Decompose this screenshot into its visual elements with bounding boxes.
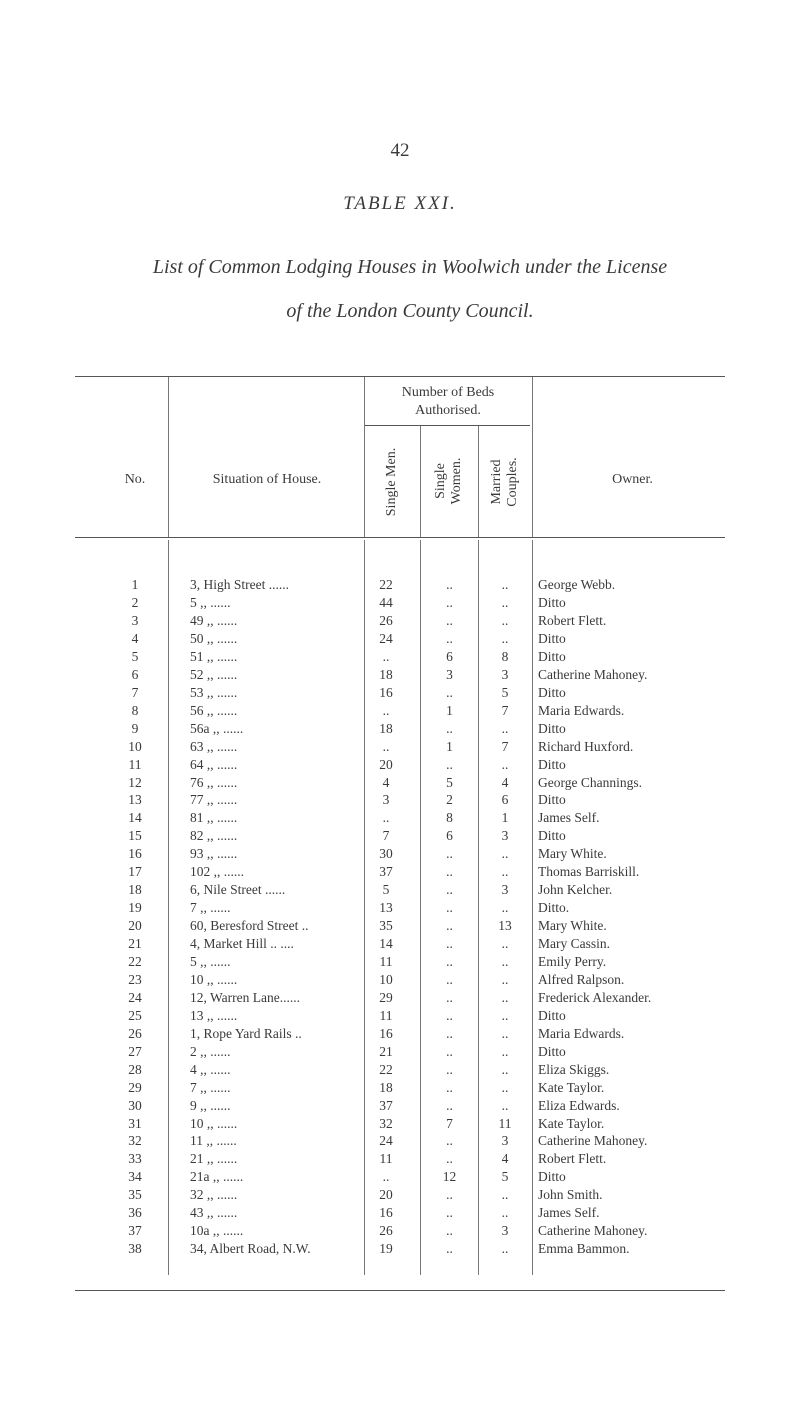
header-situation: Situation of House.	[212, 472, 322, 487]
header-beds-line-2: Authorised.	[415, 403, 481, 418]
row-owner: Frederick Alexander.	[538, 989, 652, 1005]
row-single-men: 11	[379, 1151, 393, 1167]
row-single-men: 11	[379, 1007, 393, 1023]
row-single-men: ..	[382, 1169, 390, 1185]
row-situation: 77 ,, ......	[190, 792, 238, 808]
row-situation: 4 ,, ......	[190, 1061, 231, 1077]
table-title: TABLE XXI.	[343, 193, 457, 214]
row-married-couples: 3	[501, 666, 509, 682]
row-single-men: 37	[379, 1097, 393, 1113]
table-row	[0, 577, 800, 595]
table-row	[0, 1169, 800, 1187]
row-single-women: 8	[446, 810, 453, 826]
table-top-rule	[75, 376, 725, 377]
row-single-women: 1	[446, 738, 453, 754]
row-number: 36	[128, 1205, 142, 1221]
row-single-men: 16	[379, 1025, 393, 1041]
row-married-couples: 3	[501, 1133, 509, 1149]
header-beds-group	[364, 384, 532, 420]
row-owner: Eliza Edwards.	[538, 1097, 620, 1113]
row-situation: 63 ,, ......	[190, 738, 238, 754]
row-number: 11	[128, 756, 142, 772]
row-owner: Robert Flett.	[538, 612, 607, 628]
table-row	[0, 1116, 800, 1134]
table-row	[0, 739, 800, 757]
row-single-men: ..	[382, 738, 390, 754]
row-situation: 9 ,, ......	[190, 1097, 231, 1113]
row-number: 25	[128, 1007, 142, 1023]
header-single-women	[433, 441, 465, 521]
row-owner: Ditto	[538, 1007, 566, 1023]
row-number: 18	[128, 882, 142, 898]
row-single-women: ..	[446, 1205, 453, 1221]
table-row	[0, 1241, 800, 1259]
table-row	[0, 757, 800, 775]
header-bottom-rule	[75, 537, 725, 538]
header-owner: Owner.	[612, 472, 653, 487]
row-married-couples: ..	[501, 756, 509, 772]
row-married-couples: ..	[501, 864, 509, 880]
row-married-couples: ..	[501, 595, 509, 610]
row-married-couples: 5	[501, 684, 509, 700]
row-number: 12	[128, 774, 142, 790]
row-single-men: ..	[382, 702, 390, 718]
table-row	[0, 1205, 800, 1223]
row-situation: 53 ,, ......	[190, 684, 238, 700]
row-number: 27	[128, 1043, 142, 1059]
row-single-men: 37	[379, 864, 393, 880]
row-single-women: ..	[446, 630, 453, 646]
row-single-women: ..	[446, 1007, 453, 1023]
table-row	[0, 1008, 800, 1026]
row-number: 10	[128, 738, 142, 754]
row-owner: Richard Huxford.	[538, 738, 634, 754]
table-row	[0, 828, 800, 846]
row-single-women: ..	[446, 1061, 453, 1077]
row-situation: 10a ,, ......	[190, 1223, 244, 1239]
row-single-women: ..	[446, 756, 453, 772]
row-married-couples: ..	[501, 1025, 509, 1041]
row-owner: James Self.	[538, 810, 600, 826]
subtitle-line-2: of the London County Council.	[286, 300, 534, 322]
row-number: 26	[128, 1025, 142, 1041]
table-row	[0, 936, 800, 954]
row-married-couples: ..	[501, 720, 509, 736]
row-situation: 1, Rope Yard Rails ..	[190, 1025, 302, 1041]
row-owner: Ditto.	[538, 900, 570, 916]
row-situation: 81 ,, ......	[190, 810, 238, 826]
row-owner: Ditto	[538, 756, 566, 772]
row-number: 14	[128, 810, 142, 826]
row-situation: 82 ,, ......	[190, 828, 238, 844]
row-number: 31	[128, 1115, 142, 1131]
row-situation: 12, Warren Lane......	[190, 989, 300, 1005]
row-single-women: 6	[446, 648, 453, 664]
row-owner: Ditto	[538, 648, 566, 664]
row-number: 34	[128, 1169, 142, 1185]
row-single-women: ..	[446, 989, 453, 1005]
row-situation: 51 ,, ......	[190, 648, 238, 664]
row-married-couples: ..	[501, 1061, 509, 1077]
table-row	[0, 918, 800, 936]
row-single-men: 7	[382, 828, 390, 844]
header-single-men: Single Men.	[384, 447, 399, 517]
row-single-women: 12	[442, 1169, 457, 1185]
header-beds-line-1: Number of Beds	[401, 385, 495, 400]
row-owner: Eliza Skiggs.	[538, 1061, 610, 1077]
row-owner: Ditto	[538, 1169, 566, 1185]
row-married-couples: ..	[501, 1007, 509, 1023]
row-number: 16	[128, 846, 142, 862]
row-single-men: 16	[379, 684, 393, 700]
row-married-couples: 1	[501, 810, 509, 826]
beds-group-rule	[364, 425, 530, 426]
row-single-men: 13	[379, 900, 393, 916]
row-number: 13	[128, 792, 142, 808]
row-situation: 6, Nile Street ......	[190, 882, 286, 898]
row-owner: George Channings.	[538, 774, 642, 790]
row-owner: John Smith.	[538, 1187, 603, 1203]
table-row	[0, 972, 800, 990]
row-situation: 13 ,, ......	[190, 1007, 238, 1023]
row-single-women: ..	[446, 918, 453, 933]
table-row	[0, 1133, 800, 1151]
table-row	[0, 667, 800, 685]
column-divider	[478, 426, 479, 537]
row-single-women: ..	[446, 1025, 453, 1041]
row-married-couples: ..	[501, 1205, 509, 1221]
row-owner: John Kelcher.	[538, 882, 613, 898]
row-number: 19	[128, 900, 142, 916]
row-situation: 93 ,, ......	[190, 846, 238, 862]
row-number: 5	[131, 648, 139, 664]
row-situation: 56 ,, ......	[190, 702, 238, 718]
row-single-men: 11	[379, 954, 393, 969]
row-single-women: ..	[446, 720, 453, 736]
row-number: 1	[131, 577, 139, 592]
row-owner: Catherine Mahoney.	[538, 666, 648, 682]
row-single-men: 29	[379, 989, 393, 1005]
row-owner: Emily Perry.	[538, 954, 607, 969]
row-married-couples: ..	[501, 577, 509, 592]
row-single-women: ..	[446, 1079, 453, 1095]
header-married-couples-line-1: Married	[489, 459, 504, 505]
row-single-men: 20	[379, 1187, 393, 1203]
row-number: 2	[131, 595, 139, 610]
row-married-couples: 13	[498, 918, 512, 933]
row-owner: Mary White.	[538, 846, 607, 862]
row-situation: 52 ,, ......	[190, 666, 238, 682]
row-single-men: 18	[379, 1079, 393, 1095]
row-single-women: ..	[446, 612, 453, 628]
column-divider	[532, 377, 533, 537]
row-single-women: 2	[446, 792, 453, 808]
row-number: 38	[128, 1241, 142, 1257]
row-situation: 102 ,, ......	[190, 864, 244, 880]
row-number: 21	[128, 936, 142, 951]
row-number: 20	[128, 918, 142, 933]
table-row	[0, 954, 800, 972]
row-number: 8	[131, 702, 139, 718]
row-situation: 32 ,, ......	[190, 1187, 238, 1203]
row-married-couples: ..	[501, 971, 509, 987]
column-divider	[168, 377, 169, 537]
row-owner: Maria Edwards.	[538, 1025, 625, 1041]
row-owner: Ditto	[538, 684, 566, 700]
row-owner: Robert Flett.	[538, 1151, 607, 1167]
row-single-men: 4	[382, 774, 390, 790]
row-situation: 7 ,, ......	[190, 900, 231, 916]
table-row	[0, 1080, 800, 1098]
table-row	[0, 1062, 800, 1080]
row-situation: 2 ,, ......	[190, 1043, 231, 1059]
row-number: 33	[128, 1151, 142, 1167]
row-owner: Mary Cassin.	[538, 936, 610, 951]
row-owner: James Self.	[538, 1205, 600, 1221]
row-single-women: ..	[446, 1097, 453, 1113]
row-single-women: 7	[446, 1115, 453, 1131]
row-single-women: ..	[446, 1241, 453, 1257]
row-married-couples: ..	[501, 612, 509, 628]
row-owner: Ditto	[538, 720, 566, 736]
row-married-couples: 7	[501, 702, 509, 718]
table-row	[0, 631, 800, 649]
row-owner: Ditto	[538, 1043, 566, 1059]
row-situation: 3, High Street ......	[190, 577, 289, 592]
row-married-couples: ..	[501, 1097, 509, 1113]
row-owner: Emma Bammon.	[538, 1241, 630, 1257]
row-single-men: 16	[379, 1205, 393, 1221]
table-row	[0, 685, 800, 703]
header-married-couples-line-2: Couples.	[505, 457, 520, 507]
row-situation: 10 ,, ......	[190, 1115, 238, 1131]
row-situation: 5 ,, ......	[190, 954, 231, 969]
row-single-men: 26	[379, 1223, 393, 1239]
row-married-couples: 4	[501, 774, 509, 790]
row-single-men: 19	[379, 1241, 393, 1257]
row-number: 6	[131, 666, 139, 682]
header-married-couples	[489, 442, 521, 522]
row-single-women: ..	[446, 1043, 453, 1059]
table-row	[0, 990, 800, 1008]
row-single-men: 24	[379, 1133, 393, 1149]
row-situation: 5 ,, ......	[190, 595, 231, 610]
row-owner: Ditto	[538, 595, 566, 610]
row-owner: Alfred Ralpson.	[538, 971, 625, 987]
row-number: 35	[128, 1187, 142, 1203]
row-number: 4	[131, 630, 139, 646]
column-divider	[420, 426, 421, 537]
row-single-women: ..	[446, 684, 453, 700]
row-married-couples: 11	[498, 1115, 512, 1131]
row-owner: Thomas Barriskill.	[538, 864, 640, 880]
table-row	[0, 900, 800, 918]
row-married-couples: 8	[501, 648, 509, 664]
row-single-men: 21	[379, 1043, 393, 1059]
row-single-men: ..	[382, 648, 390, 664]
table-row	[0, 1187, 800, 1205]
row-number: 28	[128, 1061, 142, 1077]
row-single-men: 20	[379, 756, 393, 772]
row-single-men: 14	[379, 936, 393, 951]
row-married-couples: ..	[501, 1187, 509, 1203]
row-owner: Ditto	[538, 630, 566, 646]
row-number: 15	[128, 828, 142, 844]
row-number: 37	[128, 1223, 142, 1239]
row-married-couples: ..	[501, 630, 509, 646]
row-single-men: 24	[379, 630, 393, 646]
row-situation: 7 ,, ......	[190, 1079, 231, 1095]
row-single-men: 35	[379, 918, 393, 933]
row-married-couples: 3	[501, 1223, 509, 1239]
row-single-women: ..	[446, 1187, 453, 1203]
table-row	[0, 613, 800, 631]
row-married-couples: ..	[501, 954, 509, 969]
table-row	[0, 703, 800, 721]
row-situation: 56a ,, ......	[190, 720, 244, 736]
row-single-men: 26	[379, 612, 393, 628]
row-single-women: 5	[446, 774, 453, 790]
row-situation: 49 ,, ......	[190, 612, 238, 628]
row-married-couples: ..	[501, 1241, 509, 1257]
row-single-men: 22	[379, 577, 393, 592]
row-single-men: 18	[379, 720, 393, 736]
row-situation: 21a ,, ......	[190, 1169, 244, 1185]
row-single-men: ..	[382, 810, 390, 826]
row-married-couples: 6	[501, 792, 509, 808]
row-number: 9	[131, 720, 139, 736]
row-single-women: ..	[446, 595, 453, 610]
row-married-couples: ..	[501, 900, 509, 916]
header-no: No.	[124, 472, 146, 487]
table-row	[0, 792, 800, 810]
table-row	[0, 882, 800, 900]
row-single-women: ..	[446, 882, 453, 898]
row-single-women: 6	[446, 828, 453, 844]
row-married-couples: ..	[501, 1079, 509, 1095]
row-number: 17	[128, 864, 142, 880]
table-row	[0, 1151, 800, 1169]
row-single-women: ..	[446, 1223, 453, 1239]
row-single-women: 1	[446, 702, 453, 718]
row-single-women: ..	[446, 864, 453, 880]
table-row	[0, 649, 800, 667]
row-single-men: 22	[379, 1061, 393, 1077]
table-bottom-rule	[75, 1290, 725, 1291]
row-number: 24	[128, 989, 142, 1005]
row-owner: Ditto	[538, 828, 566, 844]
row-single-men: 5	[382, 882, 390, 898]
row-single-men: 44	[379, 595, 393, 610]
row-situation: 11 ,, ......	[190, 1133, 237, 1149]
row-situation: 64 ,, ......	[190, 756, 238, 772]
table-row	[0, 1098, 800, 1116]
row-single-men: 10	[379, 971, 393, 987]
row-married-couples: 4	[501, 1151, 509, 1167]
row-situation: 50 ,, ......	[190, 630, 238, 646]
row-number: 7	[131, 684, 139, 700]
table-row	[0, 810, 800, 828]
row-number: 23	[128, 971, 142, 987]
header-single-women-line-2: Women.	[449, 457, 464, 505]
row-number: 32	[128, 1133, 142, 1149]
row-married-couples: ..	[501, 989, 509, 1005]
row-single-men: 18	[379, 666, 393, 682]
row-number: 22	[128, 954, 142, 969]
row-married-couples: 3	[501, 828, 509, 844]
row-number: 3	[131, 612, 139, 628]
row-single-women: ..	[446, 846, 453, 862]
row-single-women: ..	[446, 900, 453, 916]
row-owner: Mary White.	[538, 918, 607, 933]
row-situation: 4, Market Hill .. ....	[190, 936, 294, 951]
row-owner: Kate Taylor.	[538, 1079, 605, 1095]
table-row	[0, 721, 800, 739]
row-single-women: ..	[446, 1133, 453, 1149]
row-single-women: 3	[446, 666, 453, 682]
row-number: 30	[128, 1097, 142, 1113]
table-row	[0, 864, 800, 882]
row-owner: Kate Taylor.	[538, 1115, 605, 1131]
row-single-men: 32	[379, 1115, 393, 1131]
row-situation: 34, Albert Road, N.W.	[190, 1241, 311, 1257]
row-married-couples: ..	[501, 936, 509, 951]
table-row	[0, 1026, 800, 1044]
table-subtitle	[60, 245, 760, 333]
page-number: 42	[390, 140, 410, 161]
row-married-couples: 7	[501, 738, 509, 754]
row-married-couples: ..	[501, 1043, 509, 1059]
row-owner: Maria Edwards.	[538, 702, 625, 718]
row-owner: Ditto	[538, 792, 566, 808]
row-owner: Catherine Mahoney.	[538, 1223, 648, 1239]
row-married-couples: 5	[501, 1169, 509, 1185]
table-row	[0, 595, 800, 613]
row-situation: 21 ,, ......	[190, 1151, 238, 1167]
row-single-men: 3	[382, 792, 390, 808]
row-single-women: ..	[446, 971, 453, 987]
table-row	[0, 775, 800, 793]
table-row	[0, 1223, 800, 1241]
row-single-men: 30	[379, 846, 393, 862]
table-row	[0, 846, 800, 864]
row-owner: Catherine Mahoney.	[538, 1133, 648, 1149]
row-single-women: ..	[446, 577, 453, 592]
row-single-women: ..	[446, 954, 453, 969]
row-situation: 10 ,, ......	[190, 971, 238, 987]
row-number: 29	[128, 1079, 142, 1095]
row-situation: 76 ,, ......	[190, 774, 238, 790]
row-owner: George Webb.	[538, 577, 616, 592]
row-married-couples: 3	[501, 882, 509, 898]
header-single-women-line-1: Single	[433, 463, 448, 499]
row-situation: 60, Beresford Street ..	[190, 918, 309, 933]
row-single-women: ..	[446, 1151, 453, 1167]
subtitle-line-1: List of Common Lodging Houses in Woolwich under the License	[152, 256, 668, 278]
row-single-women: ..	[446, 936, 453, 951]
row-married-couples: ..	[501, 846, 509, 862]
row-situation: 43 ,, ......	[190, 1205, 238, 1221]
table-row	[0, 1044, 800, 1062]
